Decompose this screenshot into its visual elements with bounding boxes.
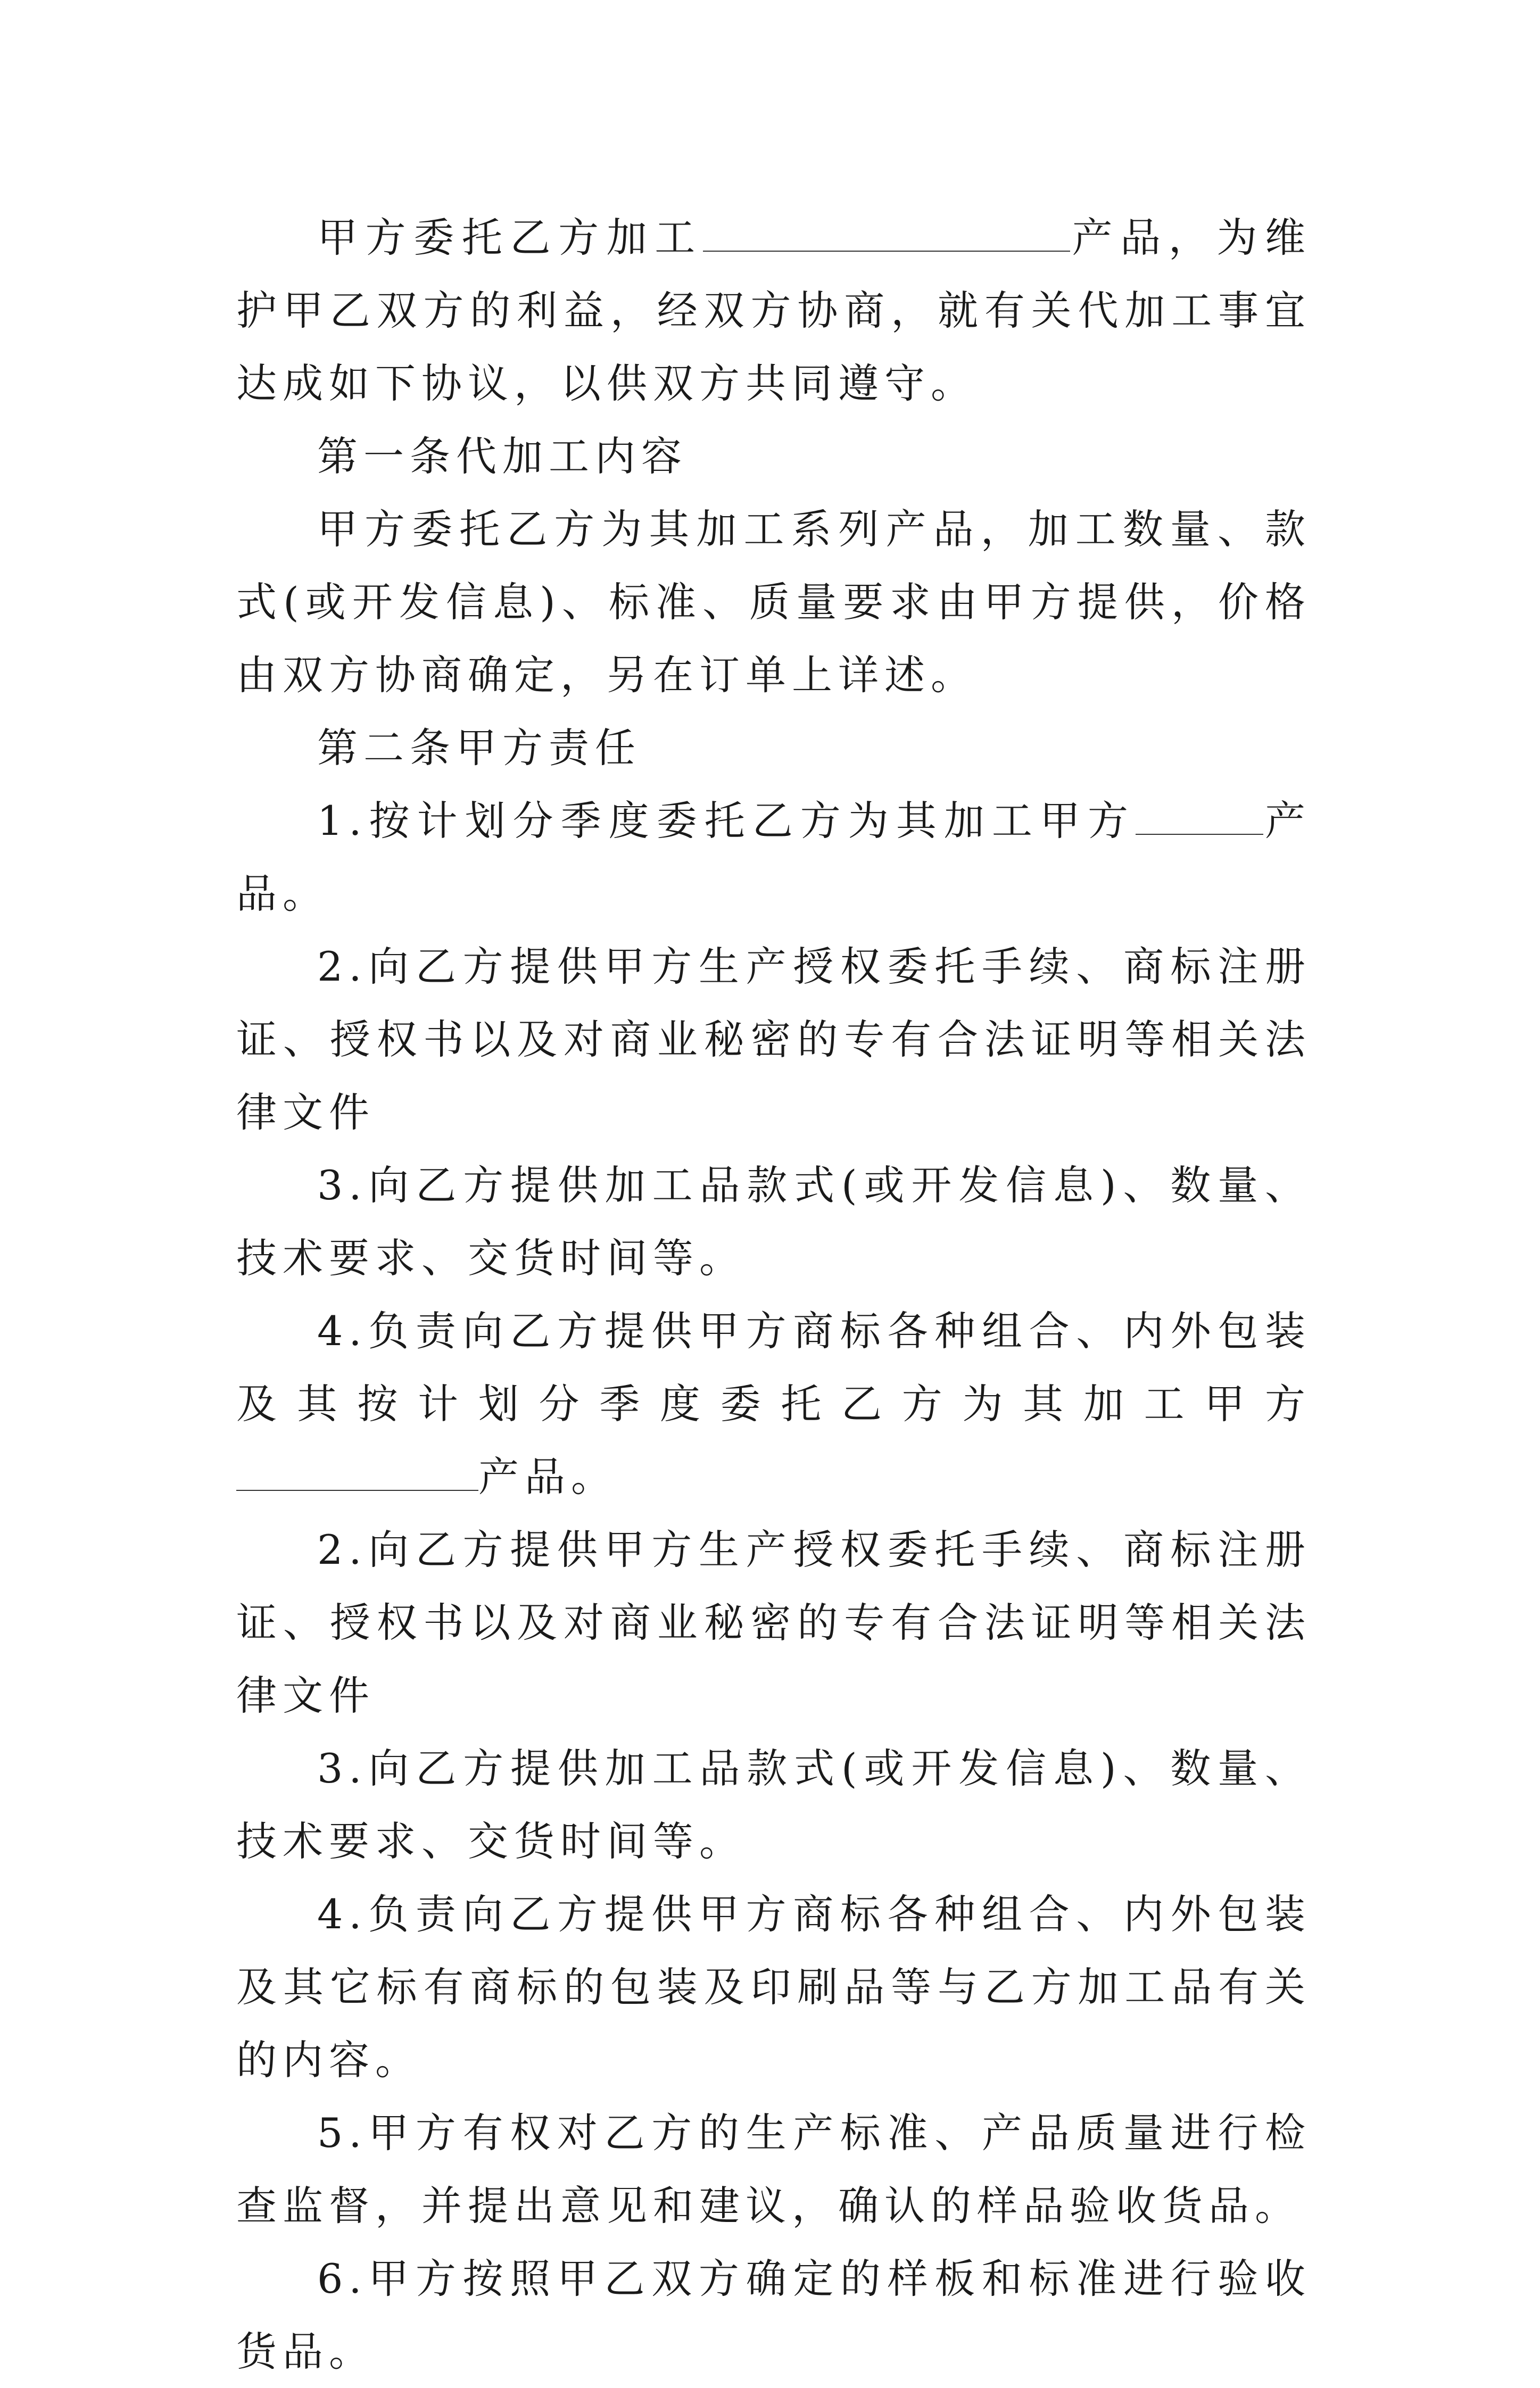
- clause-item-2: 2.向乙方提供甲方生产授权委托手续、商标注册证、授权书以及对商业秘密的专有合法证明等相关法律文件: [236, 943, 1311, 1136]
- section-heading-2: 第二条甲方责任: [317, 724, 641, 772]
- section-heading-1: 第一条代加工内容: [317, 433, 688, 480]
- clause-item-3-repeat: 3.向乙方提供加工品款式(或开发信息)、数量、技术要求、交货时间等。: [236, 1745, 1311, 1865]
- clause-item-4-repeat: 4.负责向乙方提供甲方商标各种组合、内外包装及其它标有商标的包装及印刷品等与乙方加工品有关的内容。: [236, 1890, 1311, 2084]
- paragraph-text: 1.按计划分季度委托乙方为其加工甲方: [317, 797, 1136, 844]
- paragraph-text: 产品，为维护甲乙双方的利益，经双方协商，就有关代加工事宜达成如下协议，以供双方共同遵守。: [236, 214, 1312, 407]
- document-body: [236, 201, 1311, 2388]
- clause-item-3: 3.向乙方提供加工品款式(或开发信息)、数量、技术要求、交货时间等。: [236, 1162, 1311, 1282]
- clause-item-5: 5.甲方有权对乙方的生产标准、产品质量进行检查监督，并提出意见和建议，确认的样品验收货品。: [236, 2109, 1311, 2229]
- clause-item-2-repeat: 2.向乙方提供甲方生产授权委托手续、商标注册证、授权书以及对商业秘密的专有合法证明等相关法律文件: [236, 1526, 1311, 1719]
- fill-blank-product: [236, 1448, 478, 1491]
- paragraph-text: 甲方委托乙方加工: [317, 214, 703, 261]
- paragraph-text: 4.负责向乙方提供甲方商标各种组合、内外包装及其按计划分季度委托乙方为其加工甲方: [236, 1307, 1311, 1428]
- fill-blank-product: [703, 209, 1070, 252]
- fill-blank-product: [1136, 792, 1263, 835]
- clause-item-6: 6.甲方按照甲乙双方确定的样板和标准进行验收货品。: [236, 2255, 1311, 2375]
- clause-item-1: [236, 784, 1311, 930]
- paragraph-content: 甲方委托乙方为其加工系列产品，加工数量、款式(或开发信息)、标准、质量要求由甲方提供，价格由双方协商确定，另在订单上详述。: [236, 505, 1311, 699]
- paragraph-text: 产品。: [478, 1453, 617, 1500]
- clause-item-4: [236, 1295, 1311, 1513]
- paragraph-text: 产品。: [236, 797, 1311, 917]
- paragraph-intro: [236, 201, 1311, 420]
